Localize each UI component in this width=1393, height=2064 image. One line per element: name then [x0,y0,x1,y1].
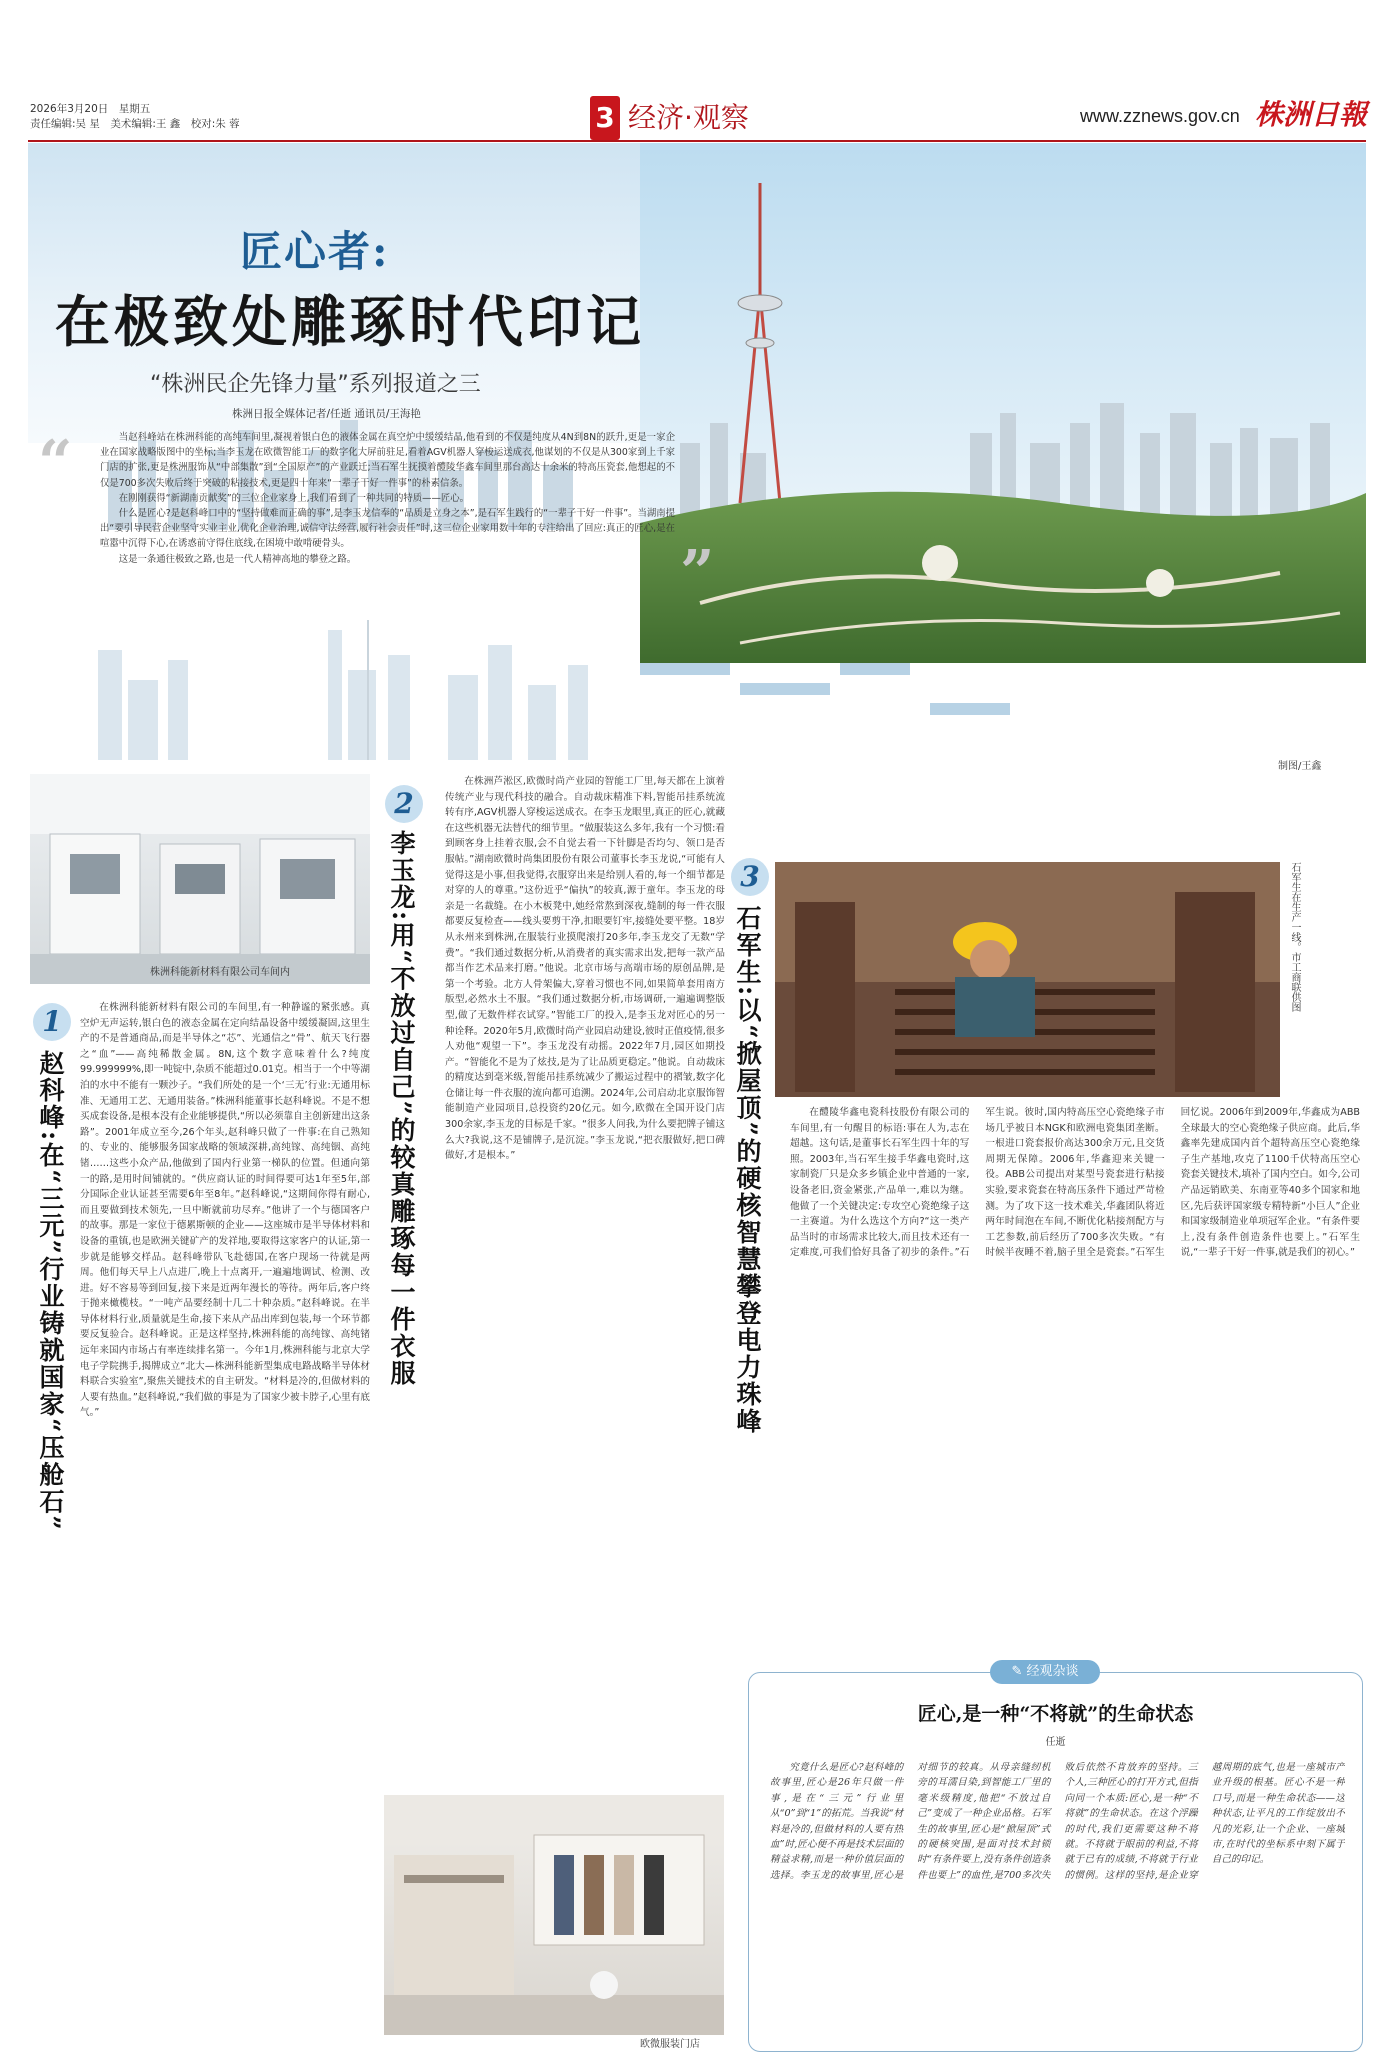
photo3-caption: 石军生在生产一线。市工商联供图 [1289,862,1300,1012]
paper-name-logo: 株洲日報 [1255,98,1368,131]
editors-line: 责任编辑:吴 星 美术编辑:王 鑫 校对:朱 蓉 [30,118,240,130]
story3-text: 在醴陵华鑫电瓷科技股份有限公司的车间里,有一句醒目的标语:事在人为,志在超越。这句话,是董事长石军生四十年的写照。2003年,当石军生接手华鑫电瓷时,这家制瓷厂只是众多乡镇企业中普通的一家,设备老旧,资金紧张,产品单一,难以为继。他做了一个关键决定:专攻空心瓷绝缘子这一主赛道。为什么选这个方向?“这一类产品当时的市场需求比较大,而且技术还有一定难度,可我们恰好具备了初步的条件。”石军生说。彼时,国内特高压空心瓷绝缘子市场几乎被日本NGK和欧洲电瓷集团垄断。一根进口瓷套报价高达300余万元,且交货周期无保障。2006年,华鑫迎来关键一役。ABB公司提出对某型号瓷套进行粘接实验,要求瓷套在特高压条件下通过严苛检测。为了攻下这一技术难关,华鑫团队将近两年时间泡在车间,不断优化粘接剂配方与工艺参数,前后经历了700多次失败。“有时候半夜睡不着,脑子里全是瓷套。”石军生回忆说。2006年到2009年,华鑫成为ABB全球最大的空心瓷绝缘子供应商。此后,华鑫率先建成国内首个超特高压空心瓷绝缘子生产基地,攻克了1100千伏特高压空心瓷套关键技术,填补了国内空白。如今,公司产品远销欧美、东南亚等40多个国家和地区,先后获评国家级专精特新“小巨人”企业和国家级制造业单项冠军企业。“有条件要上,没有条件创造条件也要上。”石军生说,“一辈子干好一件事,就是我们的初心。” [790,1107,1360,1259]
store-interior-image [384,1795,724,2035]
photo-store [384,1795,724,2035]
hero-decor-buildings [28,610,640,760]
intro-paragraph: 什么是匠心?是赵科峰口中的“坚持做难而正确的事”,是李玉龙信奉的“品质是立身之本”,是石军生践行的“一辈子干好一件事”。当湖南提出“要引导民营企业坚守实业主业,优化企业治理,诚信守法经营,履行社会责任”时,这三位企业家用数十年的专注给出了回应:真正的匠心,是在喧嚣中沉得下心,在诱惑前守得住底线,在困境中敢啃硬骨头。 [100,508,675,550]
city-illustration [640,143,1366,843]
story1-number-badge: 1 [33,1003,71,1041]
section-title: 经济·观察 [628,101,749,134]
intro-paragraph: 在刚刚获得“新湖南贡献奖”的三位企业家身上,我们看到了一种共同的特质——匠心。 [118,492,469,504]
open-quote-icon: “ [38,428,73,498]
close-quote-icon: ” [680,538,715,608]
story2-number-badge: 2 [385,785,423,823]
column-pen-icon: ✎ [1011,1664,1027,1679]
page-number-badge: 3 [590,96,620,140]
commentary-title: 匠心,是一种“不将就”的生命状态 [917,1703,1194,1725]
story2-body [445,774,725,1784]
masthead-rule [28,140,1366,142]
intro-block [100,430,675,608]
story3-number-badge: 3 [731,858,769,896]
commentary-body [770,1760,1345,2040]
website-url[interactable]: www.zznews.gov.cn [1080,106,1240,126]
worker-image [775,862,1280,1097]
story1-text: 在株洲科能新材料有限公司的车间里,有一种静谧的紧张感。真空炉无声运转,银白色的液态金属在定向结晶设备中缓缓凝固,这里生产的不是普通商品,而是半导体之“芯”、光通信之“骨”、航天飞行器之“血”——高纯稀散金属。8N,这个数字意味着什么?纯度99.999999%,即一吨锭中,杂质不能超过0.01克。相当于一个中等湖泊的水中不能有一颗沙子。“我们所处的是一个‘三无’行业:无通用标准、无通用工艺、无通用装备。”株洲科能董事长赵科峰说。不是不想买成套设备,是根本没有企业能够提供,“所以必须靠自主创新建出这条路”。2001年成立至今,26个年头,赵科峰只做了一件事:在自己熟知的、专业的、能够服务国家战略的领域深耕,高纯镓、高纯铟、高纯锗……这些小众产品,他做到了国内行业第一梯队的位置。但通向第一的路,是用时间铺就的。“供应商认证的时间得要可达1年至5年,部分国际企业认证甚至需要6年至8年。”赵科峰说,“这期间你得有耐心,而且要做到技术领先,一旦中断就前功尽弃。”他讲了一个与德国客户的故事。那是一家位于德累斯顿的企业——这座城市是半导体材料和设备的重镇,也是欧洲关键矿产的发祥地,要取得这家客户的认证,第一步就是能够交样品。赵科峰带队飞赴德国,在客户现场一待就是两周。他们每天早上八点进厂,晚上十点离开,一遍遍地调试、检测、改进。好不容易等到回复,接下来是近两年漫长的等待。两年后,客户终于抛来橄榄枝。“一吨产品要经制十几二十种杂质。”赵科峰说。在半导体材料行业,质量就是生命,接下来从产品出库到包装,每一个环节都要反复验合。赵科峰说。正是这样坚持,株洲科能的高纯镓、高纯锗远年来国内市场占有率连续排名第一。今年1月,株洲科能与北京大学电子学院携手,揭牌成立“北大—株洲科能新型集成电路战略半导体材料联合实验室”,聚焦关键技术的自主研发。“材料是冷的,但做材料的人要有热血。”赵科峰说,“我们做的事是为了国家少被卡脖子,心里有底气。” [80,1002,370,1419]
headline-title: 在极致处雕琢时代印记 [55,289,646,354]
commentary-author: 任逝 [1045,1737,1066,1748]
commentary-text: 究竟什么是匠心?赵科峰的故事里,匠心是26年只做一件事,是在“三元”行业里从“0”到“1”的拓荒。当我说“材料是冷的,但做材料的人要有热血”时,匠心便不再是技术层面的精益求精,而是一种价值层面的选择。李玉龙的故事里,匠心是对细节的较真。从母亲缝纫机旁的耳濡目染,到智能工厂里的毫米级精度,他把“不放过自己”变成了一种企业品格。石军生的故事里,匠心是“掀屋顶”式的硬核突围,是面对技术封锁时“有条件要上,没有条件创造条件也要上”的血性,是700多次失败后依然不肯放弃的坚持。三个人,三种匠心的打开方式,但指向同一个本质:匠心,是一种“不将就”的生命状态。在这个浮躁的时代,我们更需要这种不将就。不将就于眼前的利益,不将就于已有的成绩,不将就于行业的惯例。这样的坚持,是企业穿越周期的底气,也是一座城市产业升级的根基。匠心不是一种口号,而是一种生命状态——这种状态,让平凡的工作绽放出不凡的光彩,让一个企业、一座城市,在时代的坐标系中刻下属于自己的印记。 [770,1762,1345,1881]
photo1-caption: 株洲科能新材料有限公司车间内 [150,967,290,978]
headline-subtitle: “株洲民企先锋力量”系列报道之三 [150,372,481,397]
commentary-column: 经观杂谈 [1026,1664,1079,1679]
story2-text: 在株洲芦淞区,欧微时尚产业园的智能工厂里,每天都在上演着传统产业与现代科技的融合。自动裁床精准下料,智能吊挂系统流转有序,AGV机器人穿梭运送成衣。在李玉龙眼里,真正的匠心,就藏在这些机器无法替代的细节里。“做服装这么多年,我有一个习惯:看到顾客身上挂着衣服,会不自觉去看一下针脚是否均匀、领口是否服帖。”湖南欧微时尚集团股份有限公司董事长李玉龙说,“可能有人觉得这是小事,但我觉得,衣服穿出来是给别人看的,每一个细节都是对穿的人的尊重。”这份近乎“偏执”的较真,源于童年。李玉龙的母亲是一名裁缝。在小木板凳中,她经常熬到深夜,缝制的每一件衣服都要反复检查——线头要剪干净,扣眼要钉牢,接缝处要平整。18岁从永州来到株洲,在服装行业摸爬滚打20多年,李玉龙交了无数“学费”。“我们通过数据分析,从消费者的真实需求出发,把每一款产品都当作艺术品来打磨。”他说。北京市场与高端市场的原创品牌,是第一个考验。北方人骨架偏大,穿着习惯也不同,如果简单套用南方版型,必然水土不服。“我们通过数据分析,市场调研,一遍遍调整版型,做了无数件样衣试穿。”智能工厂的投入,是李玉龙对匠心的另一种诠释。2020年5月,欧微时尚产业园启动建设,彼时正值疫情,很多人劝他“观望一下”。李玉龙没有动摇。2022年7月,园区如期投产。“智能化不是为了炫技,是为了让品质更稳定。”他说。自动裁床的精度达到毫米级,智能吊挂系统减少了搬运过程中的褶皱,数字化仓储让每一件衣服的流向都可追溯。2024年,公司启动北京服饰智能制造产业园项目,总投资约20亿元。如今,欧微在全国开设门店300余家,李玉龙的目标是千家。“很多人问我,为什么要把牌子铺这么大?我说,这不是铺牌子,是沉淀。”李玉龙说,“把衣服做好,把口碑做好,才是根本。” [445,776,725,1162]
commentary-column-label [990,1660,1100,1684]
intro-paragraph: 这是一条通往极致之路,也是一代人精神高地的攀登之路。 [118,553,357,565]
photo2-caption: 欧微服装门店 [640,2039,700,2050]
headline-byline: 株洲日报全媒体记者/任逝 通讯员/王海艳 [232,408,421,420]
headline-kicker: 匠心者: [240,227,390,276]
story2-title: 李玉龙:用“不放过自己”的较真雕琢每一件衣服 [387,830,416,1387]
story3-title: 石军生:以“掀屋顶”的硬核智慧攀登电力珠峰 [733,905,762,1435]
story1-title: 赵科峰:在“三元”行业铸就国家“压舱石” [36,1050,65,1532]
photo-lab [30,774,370,984]
illustration-credit: 制图/王鑫 [1278,761,1322,772]
lab-equipment-image [30,774,370,984]
story1-body [80,1000,370,2025]
intro-paragraph: 当赵科峰站在株洲科能的高纯车间里,凝视着银白色的液体金属在真空炉中缓缓结晶,他看到的不仅是纯度从4N到8N的跃升,更是一家企业在国家战略版图中的坐标;当李玉龙在欧微智能工厂的数字化大屏前驻足,看着AGV机器人穿梭运送成衣,他谋划的不仅是从300家到上千家门店的扩张,更是株洲服饰从“中部集散”到“全国原产”的产业跃迁;当石军生抚摸着醴陵华鑫车间里那台高达十余米的特高压瓷套,他想起的不仅是700多次失败后终于突破的粘接技术,更是四十年来“一辈子干好一件事”的朴素信条。 [100,432,675,489]
photo-worker [775,862,1280,1097]
story3-body [790,1105,1360,1635]
issue-date: 2026年3月20日 星期五 [30,103,151,115]
